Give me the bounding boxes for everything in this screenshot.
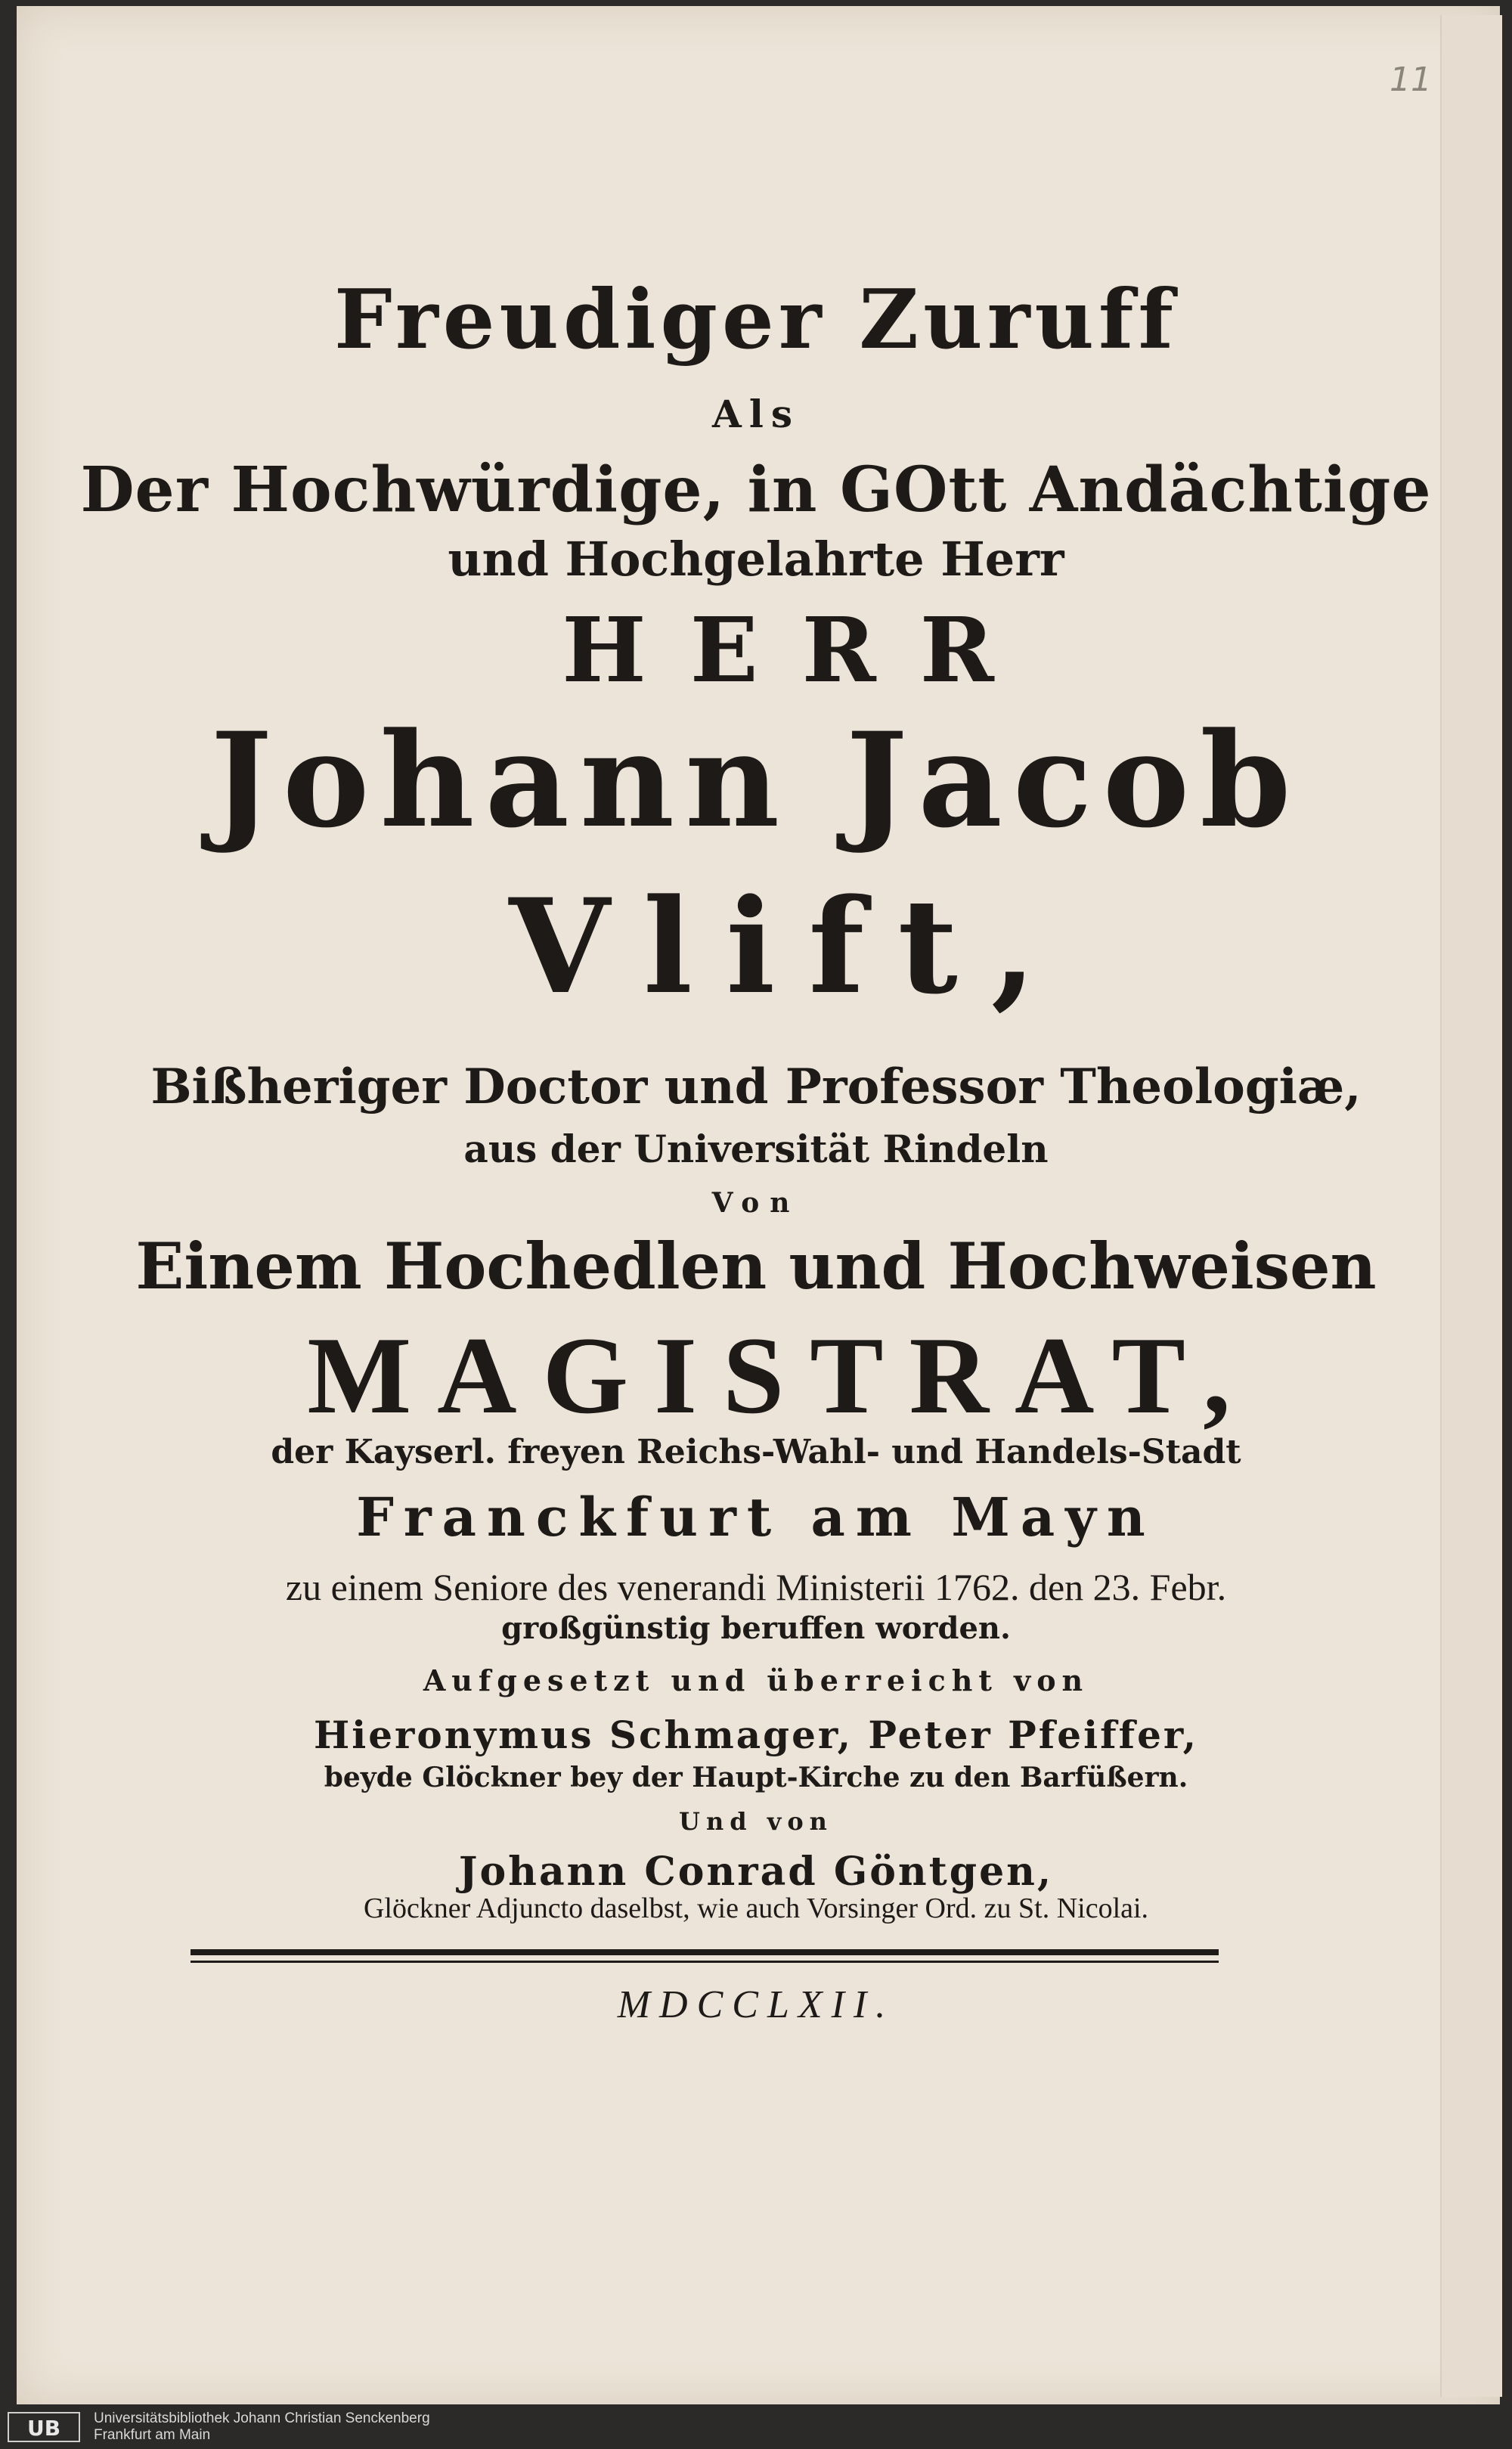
pencil-page-number: 11 xyxy=(1390,60,1432,99)
divider-rule-thick xyxy=(191,1949,1219,1955)
occasion-line-2: großgünstig beruffen worden. xyxy=(501,1610,1011,1646)
und-von-line: Und von xyxy=(679,1807,833,1836)
authors-line-1-detail: beyde Glöckner bey der Haupt-Kirche zu den Barfüßern. xyxy=(324,1762,1188,1793)
title: Freudiger Zuruff xyxy=(334,272,1178,367)
library-credit-line-1: Universitätsbibliothek Johann Christian Senckenberg xyxy=(94,2410,430,2426)
footer-bar xyxy=(0,2404,1512,2449)
occasion-line-1: zu einem Seniore des venerandi Ministerii 1762. den 23. Febr. xyxy=(285,1566,1227,1608)
authors-line-1: Hieronymus Schmager, Peter Pfeiffer, xyxy=(313,1713,1199,1757)
authors-line-2: Johann Conrad Göntgen, xyxy=(458,1849,1054,1895)
von-line: Von xyxy=(711,1187,801,1219)
name-line-1: Johann Jacob xyxy=(210,703,1302,857)
library-credit xyxy=(94,2410,430,2444)
ub-logo: UB xyxy=(8,2412,80,2442)
als-line: Als xyxy=(712,392,800,436)
subject-line-2: und Hochgelahrte Herr xyxy=(448,532,1064,587)
office-line-2: aus der Universität Rindeln xyxy=(463,1127,1049,1171)
divider-rule-thin xyxy=(191,1961,1219,1963)
magistrat-heading: MAGISTRAT, xyxy=(307,1314,1256,1437)
subject-line-1: Der Hochwürdige, in GOtt Andächtige xyxy=(80,454,1432,526)
herr-line: HERR xyxy=(562,597,1038,702)
council-line-1: Einem Hochedlen und Hochweisen xyxy=(135,1229,1377,1304)
year-line: MDCCLXII. xyxy=(617,1983,895,2026)
city-line-1: der Kayserl. freyen Reichs-Wahl- und Handels-Stadt xyxy=(271,1433,1241,1471)
city-line-2: Franckfurt am Mayn xyxy=(356,1486,1156,1548)
library-credit-line-2: Frankfurt am Main xyxy=(94,2427,211,2443)
presented-line: Aufgesetzt und überreicht von xyxy=(423,1663,1089,1697)
authors-line-2-detail: Glöckner Adjuncto daselbst, wie auch Vorsinger Ord. zu St. Nicolai. xyxy=(363,1893,1149,1924)
office-line-1: Bißheriger Doctor und Professor Theologiæ, xyxy=(150,1059,1362,1115)
name-line-2: Vlift, xyxy=(509,870,1070,1023)
